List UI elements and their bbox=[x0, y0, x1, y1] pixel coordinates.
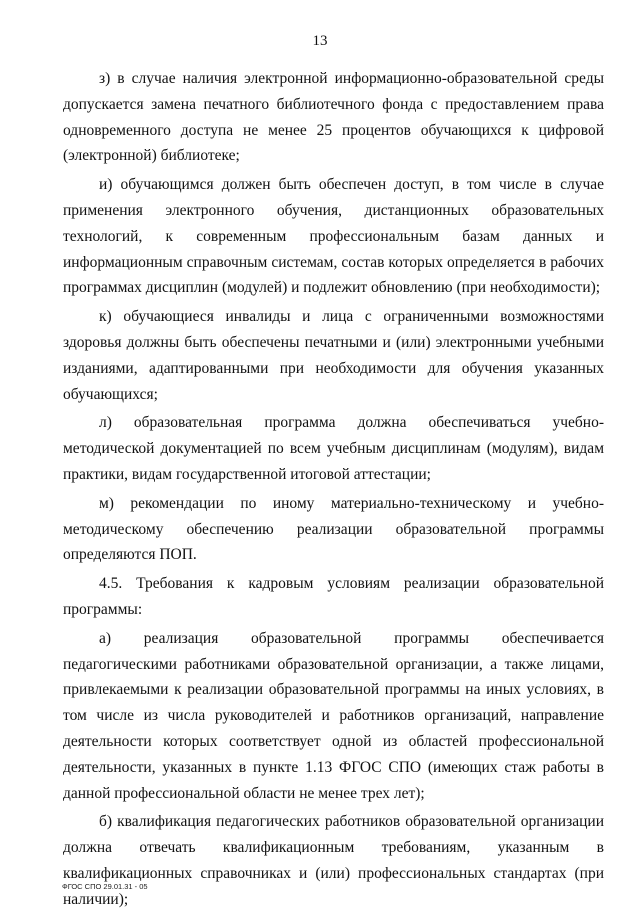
paragraph-i: и) обучающимся должен быть обеспечен доступ, в том числе в случае применения электронного обучения, дистанционных образовательных технологий, к современным профессиональным базам данных и информационным справочным системам, состав которых определяется в рабочих программах дисциплин (модулей) и подлежит обновлению (при необходимости); bbox=[63, 176, 604, 297]
section-heading-4-5: 4.5. Требования к кадровым условиям реализации образовательной программы: bbox=[63, 575, 604, 618]
paragraph-k: к) обучающиеся инвалиды и лица с ограниченными возможностями здоровья должны быть обеспечены печатными и (или) электронными учебными изданиями, адаптированными при необходимости для обучения указанных обучающихся; bbox=[63, 308, 604, 403]
document-body bbox=[63, 66, 604, 916]
paragraph-z: з) в случае наличия электронной информационно-образовательной среды допускается замена печатного библиотечного фонда с предоставлением права одновременного доступа не менее 25 процентов обучающихся к цифровой (электронной) библиотеке; bbox=[63, 70, 604, 165]
paragraph-m: м) рекомендации по иному материально-техническому и учебно-методическому обеспечению реализации образовательной программы определяются ПОП. bbox=[63, 494, 604, 564]
footer-code: ФГОС СПО 29.01.31 - 05 bbox=[62, 882, 148, 891]
paragraph-a: а) реализация образовательной программы обеспечивается педагогическими работниками образовательной организации, а также лицами, привлекаемыми к реализации образовательной программы на иных условиях, в том числе из числа руководителей и работников организаций, направление деятельности которых соответствует одной из областей профессиональной деятельности, указанных в пункте 1.13 ФГОС СПО (имеющих стаж работы в данной профессиональной области не менее трех лет); bbox=[63, 629, 604, 802]
page-number: 13 bbox=[312, 33, 328, 49]
paragraph-b: б) квалификация педагогических работников образовательной организации должна отвечать квалификационным требованиям, указанным в квалификационных справочниках и (или) профессиональных стандартах (при наличии); bbox=[63, 813, 604, 908]
paragraph-l: л) образовательная программа должна обеспечиваться учебно-методической документацией по всем учебным дисциплинам (модулям), видам практики, видам государственной итоговой аттестации; bbox=[63, 414, 604, 483]
